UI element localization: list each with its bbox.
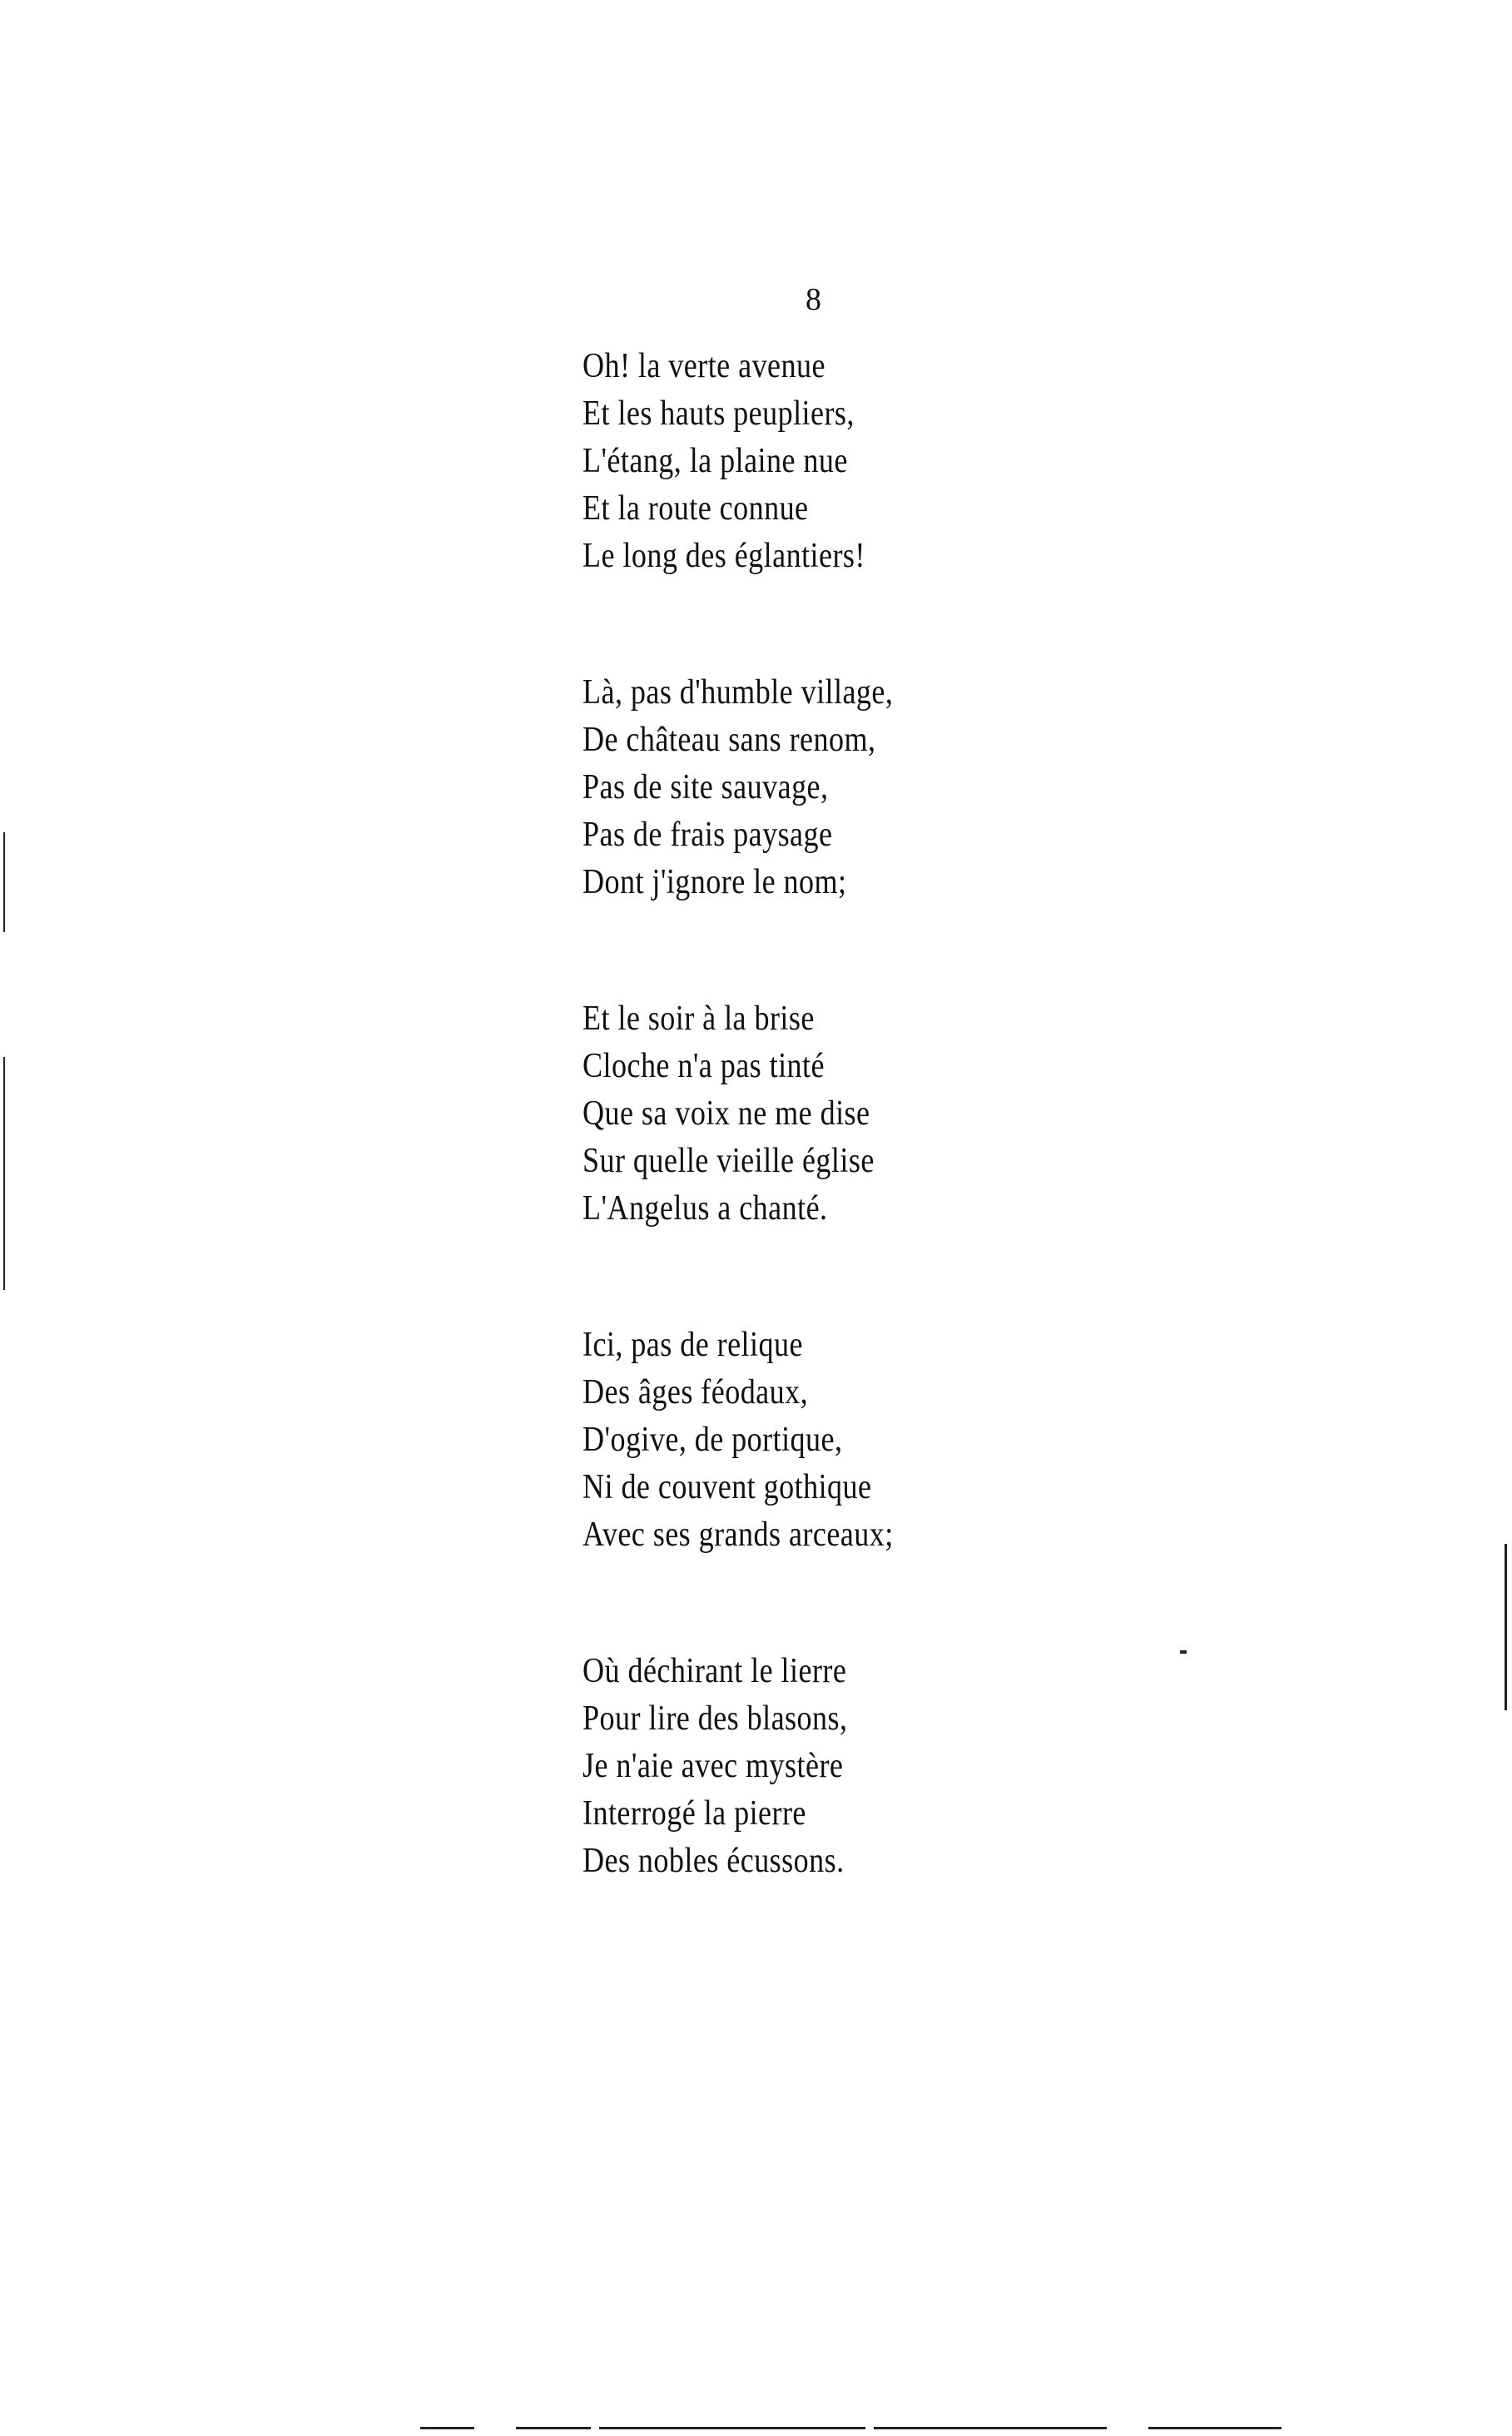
stanza-4 bbox=[582, 1322, 1331, 1559]
poem-line: Sur quelle vieille église bbox=[582, 1142, 875, 1180]
poem-line: De château sans renom, bbox=[582, 721, 876, 759]
scan-artifact-line bbox=[599, 2427, 865, 2429]
poem-line: Et les hauts peupliers, bbox=[582, 394, 855, 433]
poem-line: Le long des églantiers! bbox=[582, 537, 865, 575]
scan-artifact-line bbox=[420, 2427, 474, 2429]
stanza-5 bbox=[582, 1648, 1331, 1885]
poem-line: Là, pas d'humble village, bbox=[582, 673, 894, 712]
poem-line: L'Angelus a chanté. bbox=[582, 1189, 828, 1228]
poem-line: Avec ses grands arceaux; bbox=[582, 1516, 894, 1554]
poem-line: Oh! la verte avenue bbox=[582, 347, 825, 385]
stanza-2 bbox=[582, 669, 1331, 906]
scan-artifact-line bbox=[516, 2427, 591, 2429]
poem-line: Je n'aie avec mystère bbox=[582, 1747, 844, 1785]
poem-line: Ni de couvent gothique bbox=[582, 1468, 872, 1506]
stanza-3 bbox=[582, 995, 1331, 1233]
poem-line: Que sa voix ne me dise bbox=[582, 1094, 870, 1133]
poem-line: L'étang, la plaine nue bbox=[582, 442, 848, 480]
poem-line: Pas de site sauvage, bbox=[582, 768, 829, 806]
poem-line: Où déchirant le lierre bbox=[582, 1652, 847, 1690]
poem-line: Pas de frais paysage bbox=[582, 816, 833, 854]
page-number: 8 bbox=[806, 282, 821, 317]
poem-line: Ici, pas de relique bbox=[582, 1326, 803, 1364]
stanza-1 bbox=[582, 343, 1331, 580]
poem-line: Et la route connue bbox=[582, 489, 809, 528]
scan-artifact-line bbox=[3, 1057, 5, 1290]
poem-line: Et le soir à la brise bbox=[582, 1000, 815, 1038]
poem-line: Dont j'ignore le nom; bbox=[582, 863, 847, 901]
poem-line: Pour lire des blasons, bbox=[582, 1699, 848, 1738]
scan-artifact-mark bbox=[1180, 1650, 1187, 1654]
scan-artifact-line bbox=[874, 2427, 1107, 2429]
scan-artifact-line bbox=[1148, 2427, 1281, 2429]
poem-line: Des nobles écussons. bbox=[582, 1842, 845, 1880]
scan-artifact-line bbox=[3, 832, 5, 932]
poem-line: Cloche n'a pas tinté bbox=[582, 1047, 825, 1085]
poem-line: D'ogive, de portique, bbox=[582, 1421, 843, 1459]
poem-line: Des âges féodaux, bbox=[582, 1373, 809, 1411]
poem bbox=[582, 343, 1331, 1885]
scan-artifact-line bbox=[1505, 1544, 1507, 1710]
poem-line: Interrogé la pierre bbox=[582, 1794, 806, 1833]
